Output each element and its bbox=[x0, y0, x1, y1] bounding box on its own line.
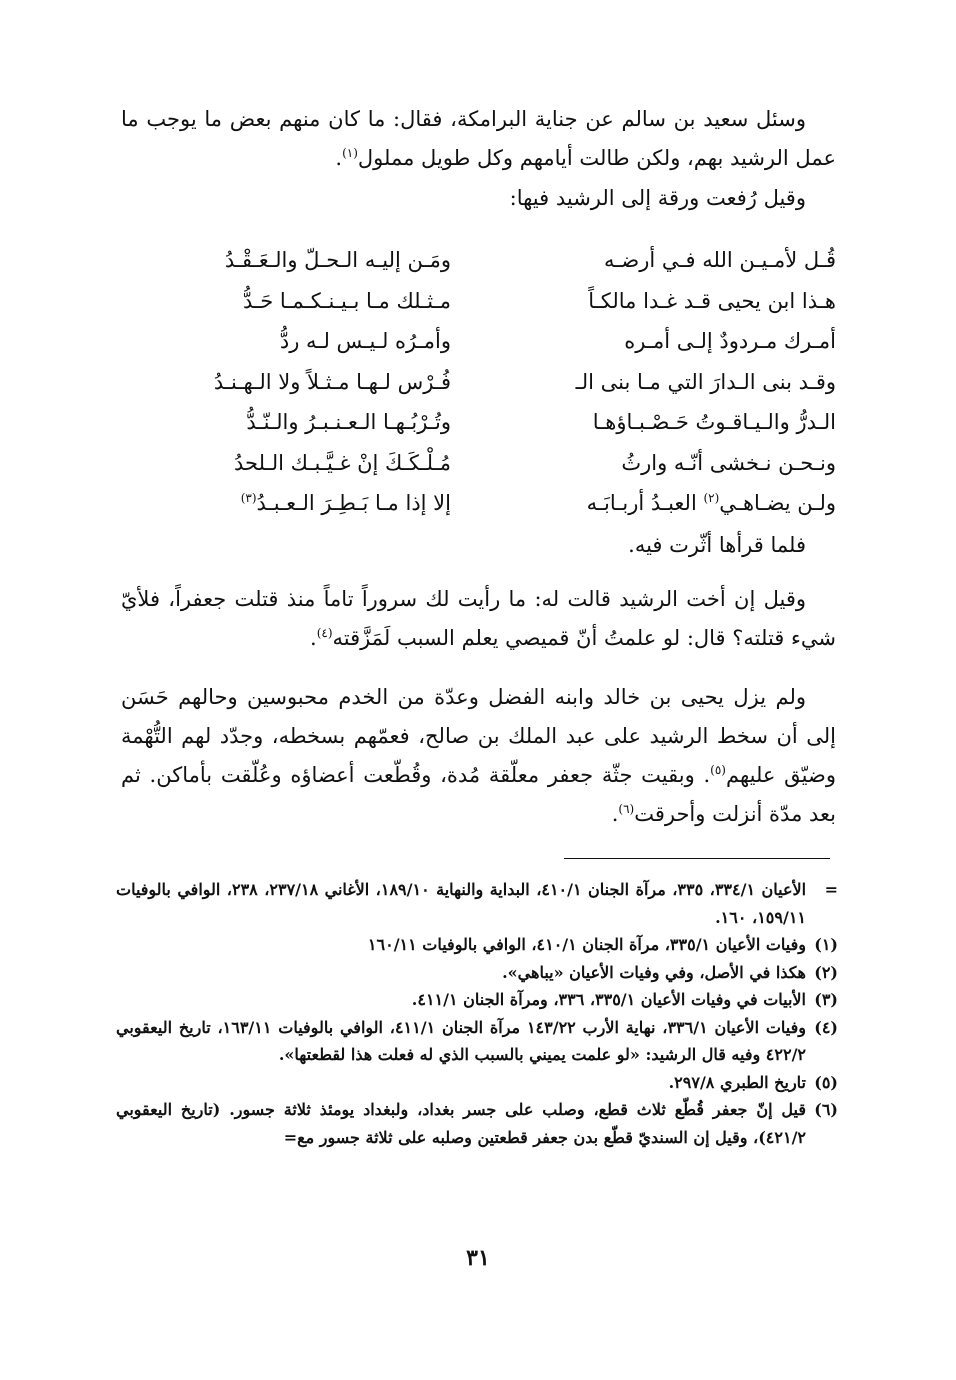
paragraph-yahya-imprisonment bbox=[121, 678, 836, 834]
period: . bbox=[611, 802, 619, 826]
poem-closing-line: فلما قرأها أثّرت فيه. bbox=[628, 533, 806, 557]
verse-first-hemistich bbox=[506, 483, 836, 524]
footnote-item bbox=[116, 876, 838, 931]
verse-first-hemistich: ونـحـن نـخشى أنّـه وارثُ bbox=[621, 450, 836, 475]
footnote-text: تاريخ الطبري ٢٩٧/٨. bbox=[668, 1072, 806, 1092]
paragraph-text: ولم يزل يحيى بن خالد وابنه الفضل وعدّة من الخدم محبوسين وحالهم حَسَن إلى أن سخط الرشيد على عبد الملك بن صالح، فعمّهم بسخطه، وجدّد لهم التُّهْمة وضيّق عليهم bbox=[121, 685, 836, 787]
footnote-text: وفيات الأعيان ٣٣٦/١، نهاية الأرب ١٤٣/٢٢ مرآة الجنان ٤١١/١، الوافي بالوفيات ١٦٣/١١، تاريخ اليعقوبي ٤٢٢/٢ وفيه قال الرشيد: «لو علمت يميني بالسبب الذي له فعلت هذا لقطعتها». bbox=[116, 1017, 807, 1064]
footnote-item bbox=[116, 1069, 838, 1097]
verse-first-hemistich: أمـرك مـردودٌ إلـى أمـره bbox=[624, 329, 836, 353]
footnote-text: هكذا في الأصل، وفي وفيات الأعيان «يباهي». bbox=[502, 962, 806, 982]
footnote-number: (٣) bbox=[814, 990, 838, 1009]
paragraph-poem-intro bbox=[121, 179, 836, 218]
paragraph-barmakids-question bbox=[121, 100, 836, 178]
paragraph-text: . وبقيت جثّة جعفر معلّقة مُدة، وقُطّعت أعضاؤه وعُلّقت بأماكن. ثم بعد مدّة أنزلت وأحرقت bbox=[121, 763, 836, 826]
hemistich-text: ولـن يضـاهـي bbox=[719, 491, 836, 515]
footnote-mark: (٢) bbox=[703, 491, 720, 505]
period: . bbox=[310, 626, 317, 650]
poem-verse bbox=[121, 321, 836, 362]
verse-first-hemistich: الـدرُّ والـيـاقـوتُ حَـصْـبـاؤهـا bbox=[592, 410, 836, 434]
poem-verse bbox=[121, 281, 836, 322]
footnote-mark: (٣) bbox=[240, 491, 257, 505]
footnote-mark: (٤) bbox=[316, 626, 333, 640]
footnote-mark: (٥) bbox=[710, 763, 726, 777]
poem-verse bbox=[121, 402, 836, 443]
footnote-text: وفيات الأعيان ٣٣٥/١، مرآة الجنان ٤١٠/١، الوافي بالوفيات ١٦٠/١١ bbox=[367, 935, 806, 954]
verse-first-hemistich: قُـل لأمـيـن الله فـي أرضـه bbox=[603, 248, 836, 272]
footnote-item bbox=[116, 959, 838, 987]
footnote-text: الأعيان ٣٣٤/١، ٣٣٥، مرآة الجنان ٤١٠/١، البداية والنهاية ١٨٩/١٠، الأغاني ٢٣٧/١٨، ٢٣٨، الوافي بالوفيات ١٥٩/١١، ١٦٠. bbox=[116, 880, 807, 927]
footnote-number: (١) bbox=[814, 935, 838, 954]
paragraph-text: وقيل رُفعت ورقة إلى الرشيد فيها: bbox=[509, 186, 806, 210]
footnote-number: (٢) bbox=[814, 962, 838, 982]
verse-first-hemistich: هـذا ابن يحيى قـد غـدا مالكـاً bbox=[588, 288, 836, 313]
verse-second-hemistich: ومَـن إليـه الـحـلّ والـعَـقْـدُ bbox=[224, 248, 451, 272]
footnote-number: (٤) bbox=[814, 1017, 838, 1037]
paragraph-sister-question bbox=[121, 580, 836, 658]
verse-second-hemistich: مُـلْـكَـكَ إنْ غـيَّـبـك الـلحدُ bbox=[234, 450, 451, 475]
footnote-number: (٦) bbox=[814, 1100, 838, 1119]
hemistich-text: إلا إذا مـا بَـطِـرَ الـعـبـدُ bbox=[256, 491, 451, 515]
verse-second-hemistich: وتُـرْبُـهـا الـعـنـبـرُ والـنّـدُّ bbox=[246, 410, 451, 434]
paragraph-text: وسئل سعيد بن سالم عن جناية البرامكة، فقال: ما كان منهم بعض ما يوجب ما عمل الرشيد بهم، ولكن طالت أيامهم وكل طويل مملول bbox=[121, 107, 836, 170]
verse-second-hemistich: وأمـرُه لـيـس لـه ردُّ bbox=[279, 329, 451, 353]
poem-verse bbox=[121, 240, 836, 281]
verse-first-hemistich: وقـد بنى الـدارَ التي مـا بنى الـ bbox=[575, 369, 836, 394]
paragraph-text: وقيل إن أخت الرشيد قالت له: ما رأيت لك سروراً تاماً منذ قتلت جعفراً، فلأيّ شيء قتلته؟ قال: لو علمتُ أنّ قميصي يعلم السبب لَمَزَّقته bbox=[121, 587, 836, 650]
footnote-text: قيل إنّ جعفر قُطّع ثلاث قطع، وصلب على جسر بغداد، ولبغداد يومئذ ثلاثة جسور. (تاريخ اليعقوبي ٤٢١/٢)، وقيل إن السنديّ قطّع بدن جعفر قطعتين وصلبه على ثلاثة جسور مع= bbox=[116, 1100, 806, 1147]
period: . bbox=[335, 146, 343, 170]
page-number: ٣١ bbox=[466, 1245, 490, 1271]
footnote-separator bbox=[564, 858, 830, 859]
poem-verse bbox=[121, 483, 836, 524]
poem-verse bbox=[121, 362, 836, 403]
poem bbox=[121, 240, 836, 524]
footnote-number: = bbox=[824, 880, 838, 899]
footnote-mark: (٦) bbox=[618, 802, 635, 816]
verse-second-hemistich bbox=[121, 483, 451, 524]
verse-second-hemistich: مـثـلك مـا بـيـنـكـمـا حَـدُّ bbox=[243, 288, 451, 313]
footnote-number: (٥) bbox=[814, 1072, 838, 1092]
footnote-mark: (١) bbox=[342, 146, 358, 160]
footnote-item bbox=[116, 931, 838, 959]
hemistich-text: العبـدُ أربـابَـه bbox=[586, 491, 704, 515]
footnotes bbox=[116, 876, 838, 1151]
poem-verse bbox=[121, 443, 836, 484]
footnote-text: الأبيات في وفيات الأعيان ٣٣٥/١، ٣٣٦، ومرآة الجنان ٤١١/١. bbox=[411, 990, 806, 1009]
verse-second-hemistich: فُـرْس لـهـا مـثـلاً ولا الـهـنـدُ bbox=[213, 369, 451, 394]
footnote-item bbox=[116, 1014, 838, 1069]
footnote-item bbox=[116, 1096, 838, 1151]
footnote-item bbox=[116, 986, 838, 1014]
